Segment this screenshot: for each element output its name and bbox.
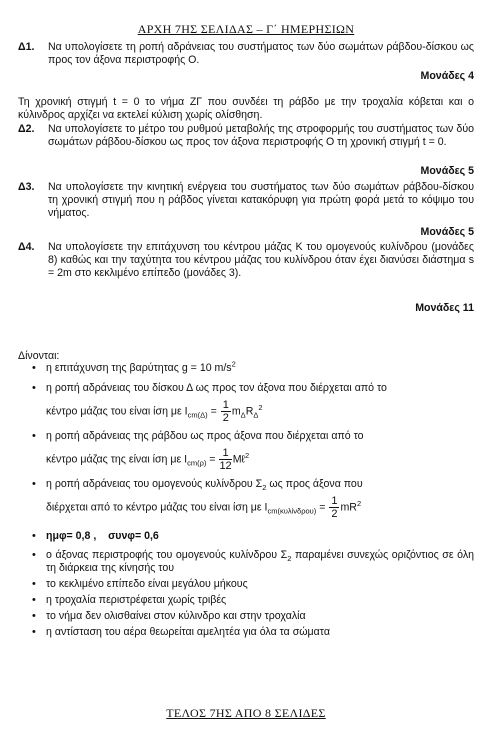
bullet-icon: • [32, 430, 36, 442]
fraction-denominator: 2 [331, 508, 338, 520]
given-item-disk-inertia [32, 382, 474, 424]
cylinder-inertia-eq: = [316, 501, 329, 514]
given-item-rod-inertia [32, 430, 474, 472]
given-item-trig [32, 530, 474, 543]
rod-inertia-fraction [219, 447, 231, 472]
question-d4 [18, 241, 474, 281]
gravity-text: η επιτάχυνση της βαρύτητας g = 10 m/s [46, 362, 232, 374]
page-header [0, 22, 492, 37]
rod-inertia-eq: = [206, 453, 219, 466]
cylinder-axis-b: παραμένει συνεχώς οριζόντιος σε όλη τη διάρκεια της κίνησής του [46, 549, 475, 574]
question-d2-marks: Μονάδες 5 [420, 165, 474, 177]
question-d3-text: Να υπολογίσετε την κινητική ενέργεια του συστήματος των δύο σωμάτων ράβδου-δίσκου τη χρονική στιγμή που η ράβδος γίνεται κατακόρυφη για πρώτη φορά μετά το κόψιμο του νήματος. [48, 181, 474, 220]
question-d1-text: Να υπολογίσετε τη ροπή αδράνειας του συστήματος των δύο σωμάτων ράβδου-δίσκου ως προς τον άξονα περιστροφής Ο. [48, 41, 474, 67]
bullet-icon: • [32, 578, 36, 590]
bullet-icon: • [32, 530, 36, 542]
rod-inertia-post: Mℓ [232, 453, 245, 466]
rod-inertia-formula-line [46, 447, 474, 472]
bullet-icon: • [32, 382, 36, 394]
question-d4-text: Να υπολογίσετε την επιτάχυνση του κέντρου μάζας Κ του ομογενούς κυλίνδρου (μονάδες 8) καθώς και την ταχύτητα του κέντρου μάζας του κυλίνδρου όταν έχει διανύσει διάστημα s = 2m στο κεκλιμένο επίπεδο (μονάδες 3). [48, 241, 474, 280]
question-d4-marks: Μονάδες 11 [415, 302, 474, 314]
given-item-air-resistance [32, 626, 474, 639]
disk-inertia-formula-line [46, 399, 474, 424]
gravity-exponent: 2 [231, 359, 236, 369]
cylinder-axis-sub: 2 [287, 554, 292, 564]
disk-inertia-mass: m [231, 405, 241, 418]
cylinder-inertia-line1 [46, 478, 474, 491]
given-item-cylinder-inertia [32, 478, 474, 520]
question-d2 [18, 123, 474, 149]
cylinder-inertia-post: mR [340, 501, 357, 514]
question-d3 [18, 181, 474, 221]
disk-inertia-pre: κέντρο μάζας του είναι ίση με I [46, 405, 188, 418]
rod-inertia-line1: η ροπή αδράνειας της ράβδου ως προς άξονα που διέρχεται από το [46, 430, 364, 442]
bullet-icon: • [32, 549, 36, 561]
cylinder-inertia-fraction [329, 495, 339, 520]
page-footer-text: ΤΕΛΟΣ 7ΗΣ ΑΠΟ 8 ΣΕΛΙΔΕΣ [166, 706, 326, 720]
cylinder-line1-sub: 2 [262, 483, 267, 493]
sin-value: ημφ= 0,8 , [46, 530, 97, 542]
intro-paragraph: Τη χρονική στιγμή t = 0 το νήμα ΖΓ που συνδέει τη ράβδο με την τροχαλία κόβεται και ο κύλινδρος αρχίζει να εκτελεί κύλιση χωρίς ολίσθηση. [18, 96, 474, 121]
string-text: το νήμα δεν ολισθαίνει στον κύλινδρο και στην τροχαλία [46, 610, 306, 622]
question-d1-label: Δ1. [18, 41, 35, 53]
given-item-string [32, 610, 474, 623]
cylinder-line1-b: ως προς άξονα που [266, 478, 363, 490]
fraction-numerator: 1 [219, 447, 231, 460]
question-d1-marks: Μονάδες 4 [420, 70, 474, 82]
cylinder-inertia-sub: cm(κυλίνδρου) [267, 506, 317, 516]
given-item-pulley [32, 594, 474, 607]
rod-inertia-exponent: 2 [244, 450, 250, 460]
question-d2-text: Να υπολογίσετε το μέτρο του ρυθμού μεταβολής της στροφορμής του συστήματος των δύο σωμάτων ράβδου-δίσκου ως προς τον άξονα περιστροφής Ο τη χρονική στιγμή t = 0. [48, 123, 474, 149]
question-d1 [18, 41, 474, 67]
rod-inertia-sub: cm(ρ) [187, 458, 207, 468]
bullet-icon: • [32, 362, 36, 374]
given-item-incline [32, 578, 474, 591]
question-d4-label: Δ4. [18, 241, 35, 253]
given-item-cylinder-axis [32, 549, 474, 575]
disk-inertia-sub: cm(Δ) [187, 410, 208, 420]
fraction-numerator: 1 [331, 495, 338, 507]
bullet-icon: • [32, 594, 36, 606]
pulley-text: η τροχαλία περιστρέφεται χωρίς τριβές [46, 594, 227, 606]
disk-mass-sub: Δ [240, 410, 246, 420]
cylinder-line1-a: η ροπή αδράνειας του ομογενούς κυλίνδρου Σ [46, 478, 263, 490]
incline-text: το κεκλιμένο επίπεδο είναι μεγάλου μήκους [46, 578, 248, 590]
given-title: Δίνονται: [18, 350, 60, 362]
rod-inertia-pre: κέντρο μάζας της είναι ίση με I [46, 453, 188, 466]
question-d3-label: Δ3. [18, 181, 35, 193]
fraction-denominator: 12 [219, 460, 232, 472]
bullet-icon: • [32, 478, 36, 490]
question-d2-label: Δ2. [18, 123, 35, 135]
fraction-denominator: 2 [222, 412, 229, 424]
disk-inertia-eq: = [207, 405, 220, 418]
question-d3-marks: Μονάδες 5 [420, 226, 474, 238]
cylinder-inertia-formula-line [46, 495, 474, 520]
page-header-text: ΑΡΧΗ 7ΗΣ ΣΕΛΙΔΑΣ – Γ΄ ΗΜΕΡΗΣΙΩΝ [137, 22, 355, 36]
bullet-icon: • [32, 610, 36, 622]
given-item-gravity [32, 359, 474, 375]
cylinder-inertia-exponent: 2 [356, 498, 362, 508]
air-resistance-text: η αντίσταση του αέρα θεωρείται αμελητέα για όλα τα σώματα [46, 626, 330, 638]
disk-radius-sub: Δ [253, 410, 259, 420]
disk-inertia-fraction [221, 399, 231, 424]
cos-value: συνφ= 0,6 [108, 530, 159, 542]
bullet-icon: • [32, 626, 36, 638]
disk-radius: R [245, 405, 254, 418]
page-footer [0, 706, 492, 721]
cylinder-axis-a: ο άξονας περιστροφής του ομογενούς κυλίνδρου Σ [46, 549, 288, 561]
fraction-numerator: 1 [222, 399, 229, 411]
cylinder-inertia-pre: διέρχεται από το κέντρο μάζας του είναι ίση με I [46, 501, 268, 514]
disk-inertia-line1: η ροπή αδράνειας του δίσκου Δ ως προς τον άξονα που διέρχεται από το [46, 382, 387, 394]
disk-radius-exponent: 2 [258, 402, 263, 412]
